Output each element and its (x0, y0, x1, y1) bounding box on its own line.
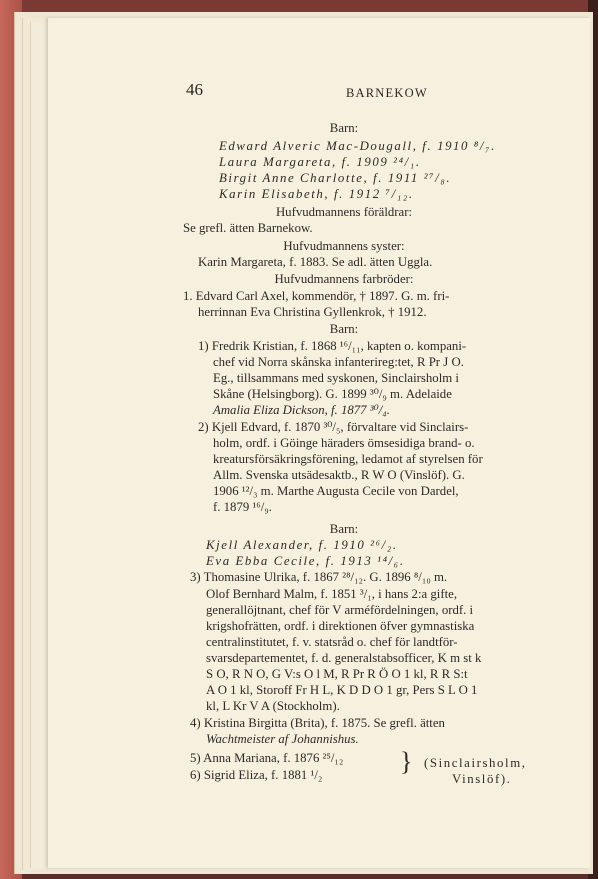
text-line: kreatursförsäkringsförening, ledamot af styrelsen för (213, 452, 483, 466)
text-line: Karin Margareta, f. 1883. Se adl. ätten Uggla. (198, 255, 433, 269)
text-line: Laura Margareta, f. 1909 ²⁴/₁. (219, 155, 421, 169)
text-line: 5) Anna Mariana, f. 1876 ²⁵/₁₂ (190, 751, 344, 765)
section-heading: Hufvudmannens farbröder: (274, 272, 414, 286)
text-line: svarsdepartementet, f. d. generalstabsofficer, K m st k (206, 651, 482, 665)
text-line: f. 1879 ¹⁶/₉. (213, 500, 272, 514)
text-line: (Sinclairsholm, (424, 756, 527, 770)
text-line: centralinstitutet, f. v. statsråd o. chef för landtför- (206, 635, 458, 649)
text-line: holm, ordf. i Göinge häraders ömsesidiga brand- o. (213, 436, 475, 450)
section-heading: Hufvudmannens föräldrar: (275, 205, 413, 219)
text-line: Vinslöf). (452, 772, 512, 786)
text-line: 1) Fredrik Kristian, f. 1868 ¹⁶/₁₁, kapten o. kompani- (198, 339, 467, 353)
page-number: 46 (186, 80, 203, 99)
section-heading: Barn: (329, 322, 359, 336)
running-title: BARNEKOW (346, 86, 428, 100)
text-line: A O 1 kl, Storoff Fr H L, K D D O 1 gr, Pers S L O 1 (206, 683, 478, 697)
text-line: 6) Sigrid Eliza, f. 1881 ¹/₂ (190, 768, 323, 782)
section-heading: Barn: (329, 522, 359, 536)
text-line: Se grefl. ätten Barnekow. (183, 221, 313, 235)
text-line: herrinnan Eva Christina Gyllenkrok, † 1912. (198, 305, 427, 319)
text-line: Olof Bernhard Malm, f. 1851 ³/₁, i hans 2:a gifte, (206, 587, 458, 601)
text-line: Skåne (Helsingborg). G. 1899 ³⁰/₉ m. Adelaide (213, 387, 452, 401)
text-line: krigshofrätten, ordf. i direktionen öfver gymnastiska (206, 619, 475, 633)
text-line: 3) Thomasine Ulrika, f. 1867 ²⁸/₁₂. G. 1896 ⁸/₁₀ m. (190, 570, 448, 584)
brace-symbol: } (400, 747, 413, 776)
text-line: Birgit Anne Charlotte, f. 1911 ²⁷/₈. (219, 171, 452, 185)
text-line: kl, L Kr V A (Stockholm). (206, 699, 340, 713)
text-line: Allm. Svenska utsädesaktb., R W O (Vinslöf). G. (213, 468, 465, 482)
section-heading: Barn: (329, 121, 359, 135)
text-line: Amalia Eliza Dickson, f. 1877 ³⁰/₄. (213, 403, 390, 417)
text-line: Eva Ebba Cecile, f. 1913 ¹⁴/₆. (206, 554, 405, 568)
text-line: 1906 ¹²/₃ m. Marthe Augusta Cecile von Dardel, (213, 484, 459, 498)
text-line: 1. Edvard Carl Axel, kommendör, † 1897. G. m. fri- (183, 289, 450, 303)
text-line: chef vid Norra skånska infanterireg:tet, R Pr J O. (213, 355, 464, 369)
text-line: Eg., tillsammans med syskonen, Sinclairsholm i (213, 371, 459, 385)
text-line: Kjell Alexander, f. 1910 ²⁶/₂. (206, 538, 398, 552)
text-line: Edward Alveric Mac-Dougall, f. 1910 ⁸/₇. (219, 139, 496, 153)
text-line: 4) Kristina Birgitta (Brita), f. 1875. Se grefl. ätten (190, 716, 445, 730)
text-line: 2) Kjell Edvard, f. 1870 ³⁰/₅, förvaltare vid Sinclairs- (198, 420, 469, 434)
text-line: Wachtmeister af Johannishus. (206, 732, 359, 746)
text-line: Karin Elisabeth, f. 1912 ⁷/₁₂. (219, 187, 414, 201)
text-line: S O, R N O, G V:s O l M, R Pr R Ö O 1 kl, R R S:t (206, 667, 468, 681)
section-heading: Hufvudmannens syster: (283, 239, 405, 253)
text-line: generallöjtnant, chef för V arméfördelningen, ordf. i (206, 603, 474, 617)
